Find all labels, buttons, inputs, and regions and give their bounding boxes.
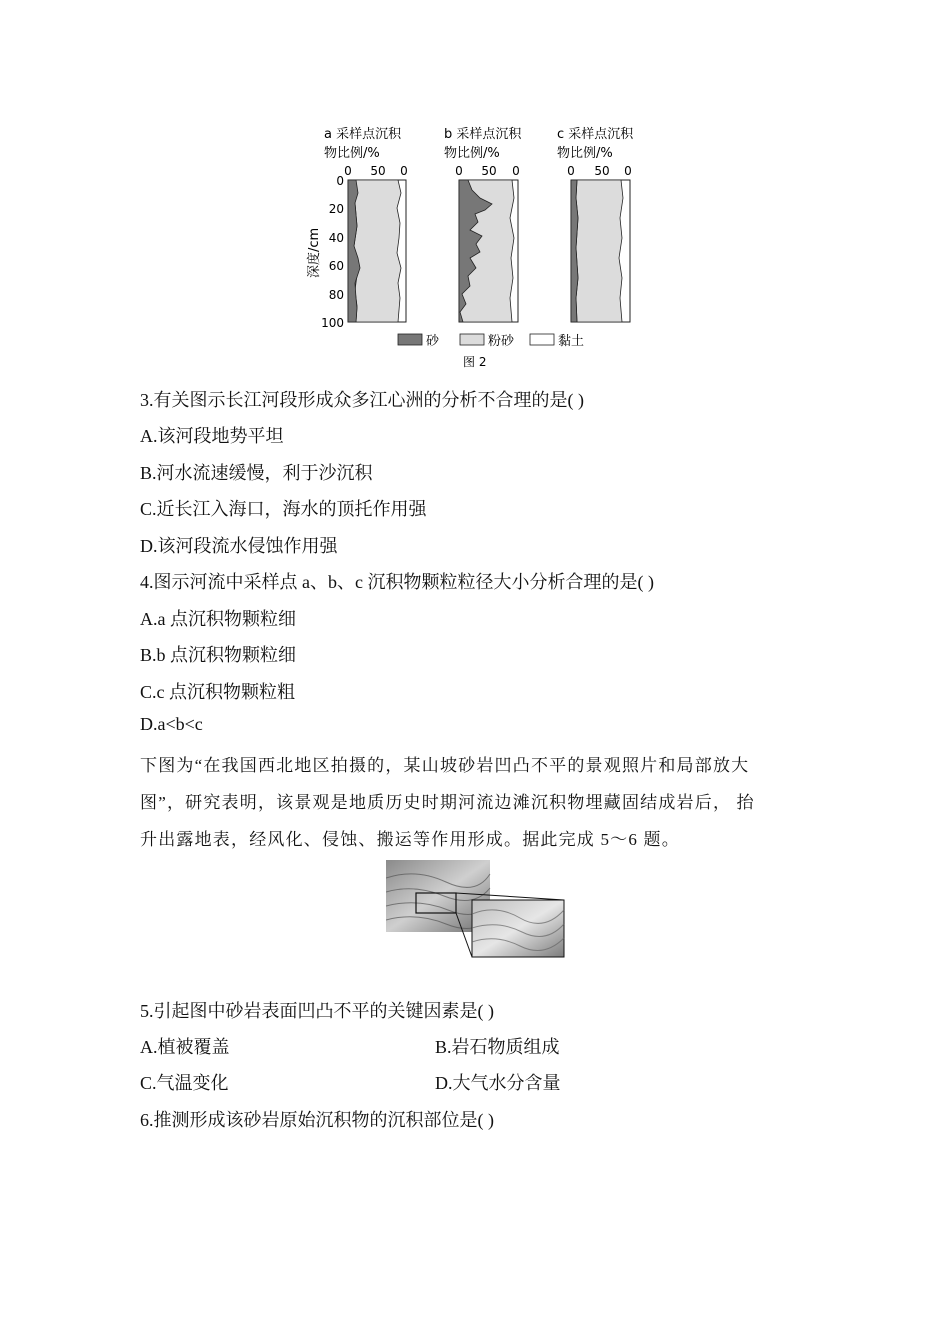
c-xtick-end: 0 (624, 164, 632, 178)
q3-stem: 3.有关图示长江河段形成众多江心洲的分析不合理的是( ) (140, 390, 584, 410)
q5-option-a: A.植被覆盖 (140, 1037, 230, 1057)
legend-silt-swatch (460, 334, 484, 345)
panel-b-title-2: 物比例/% (444, 146, 500, 161)
a-xtick-0: 0 (344, 164, 352, 178)
figure-2 (300, 118, 640, 373)
b-xtick-end: 0 (512, 164, 520, 178)
ytick-0: 0 (336, 174, 344, 188)
passage-line-1: 下图为“在我国西北地区拍摄的，某山坡砂岩凹凸不平的景观照片和局部放大 (140, 756, 750, 775)
ytick-20: 20 (328, 202, 344, 216)
sandstone-photo (386, 860, 566, 960)
q4-option-c: C.c 点沉积物颗粒粗 (140, 682, 295, 702)
panel-a-silt (354, 180, 401, 322)
b-xtick-50: 50 (481, 164, 497, 178)
q3-option-a: A.该河段地势平坦 (140, 426, 284, 446)
panel-b-title-1: b 采样点沉积 (444, 127, 522, 142)
legend-silt-label: 粉砂 (488, 334, 515, 349)
ytick-80: 80 (328, 288, 344, 302)
q3-option-c: C.近长江入海口，海水的顶托作用强 (140, 499, 427, 519)
legend-sand-label: 砂 (426, 334, 440, 349)
q4-option-a: A.a 点沉积物颗粒细 (140, 609, 296, 629)
legend-clay-label: 黏土 (558, 334, 585, 349)
q5-option-c: C.气温变化 (140, 1073, 229, 1093)
y-axis-label: 深度/cm (307, 227, 322, 278)
panel-a-title-1: a 采样点沉积 (324, 127, 402, 142)
q3-option-d: D.该河段流水侵蚀作用强 (140, 536, 338, 556)
enlarged-photo (472, 900, 564, 957)
passage-line-3: 升出露地表，经风化、侵蚀、搬运等作用形成。据此完成 5～6 题。 (140, 830, 680, 849)
c-xtick-0: 0 (567, 164, 575, 178)
q3-option-b: B.河水流速缓慢，利于沙沉积 (140, 463, 373, 483)
panel-a-title-2: 物比例/% (324, 146, 380, 161)
panel-c-silt (576, 180, 623, 322)
panel-c-title-1: c 采样点沉积 (557, 127, 634, 142)
b-xtick-0: 0 (455, 164, 463, 178)
figure-caption: 图 2 (463, 355, 487, 369)
q4-option-d: D.a<b<c (140, 714, 203, 734)
q5-option-b: B.岩石物质组成 (435, 1037, 560, 1057)
q6-stem: 6.推测形成该砂岩原始沉积物的沉积部位是( ) (140, 1110, 494, 1130)
a-xtick-end: 0 (400, 164, 408, 178)
legend-clay-swatch (530, 334, 554, 345)
a-xtick-50: 50 (370, 164, 386, 178)
ytick-100: 100 (321, 316, 344, 330)
q4-option-b: B.b 点沉积物颗粒细 (140, 645, 297, 665)
passage-line-2: 图”，研究表明，该景观是地质历史时期河流边滩沉积物埋藏固结成岩后， 抬 (140, 793, 755, 812)
q5-option-d: D.大气水分含量 (435, 1073, 561, 1093)
q4-stem: 4.图示河流中采样点 a、b、c 沉积物颗粒粒径大小分析合理的是( ) (140, 572, 654, 592)
q5-stem: 5.引起图中砂岩表面凹凸不平的关键因素是( ) (140, 1001, 494, 1021)
legend-sand-swatch (398, 334, 422, 345)
panel-c-title-2: 物比例/% (557, 146, 613, 161)
c-xtick-50: 50 (594, 164, 610, 178)
ytick-60: 60 (328, 259, 344, 273)
ytick-40: 40 (328, 231, 344, 245)
